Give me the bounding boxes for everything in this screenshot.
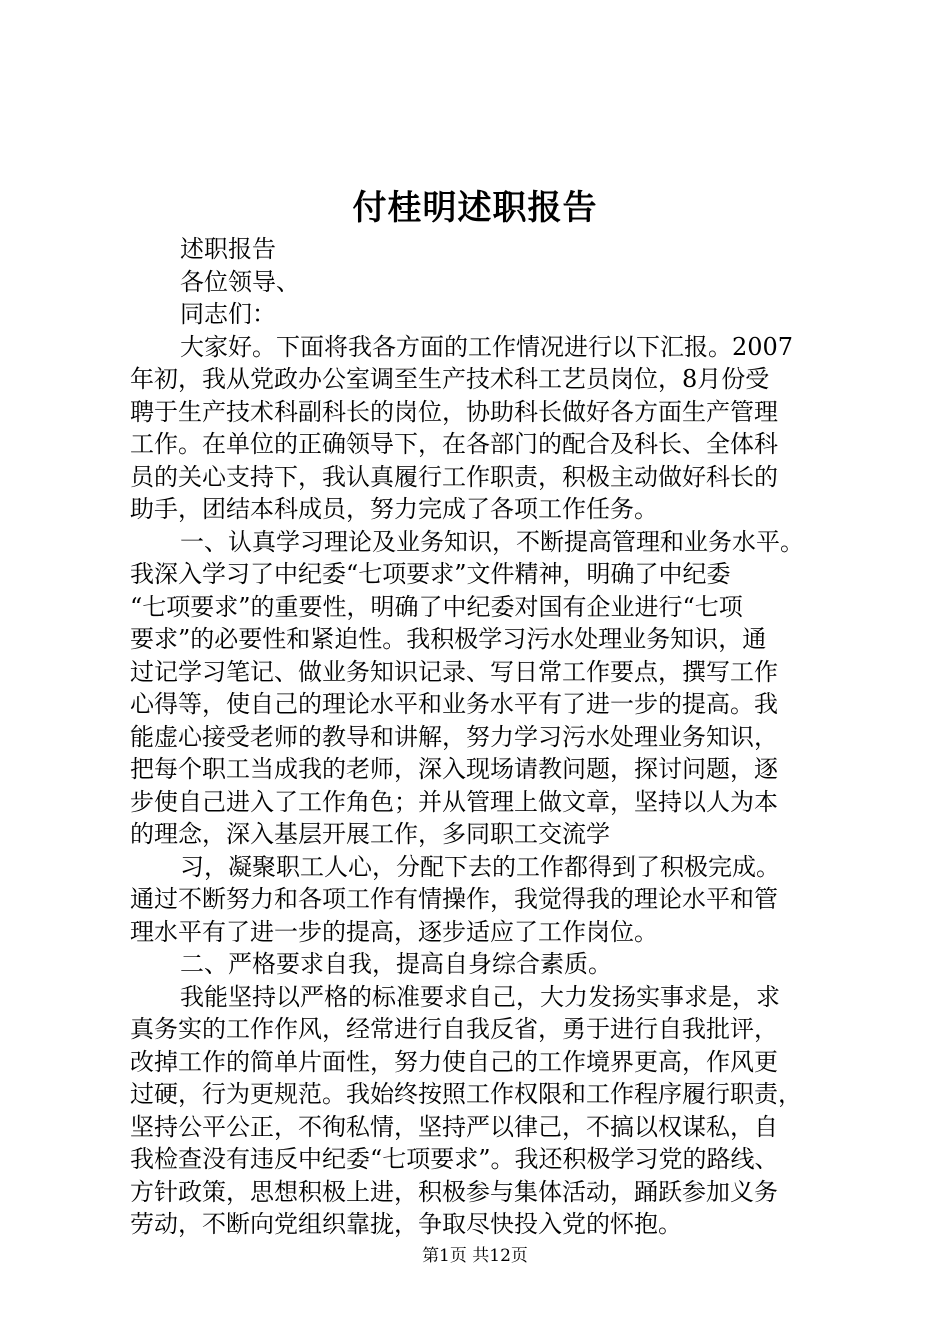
text-line: 的理念，深入基层开展工作，多同职工交流学 xyxy=(130,820,610,848)
text-line: 步使自己进入了工作角色；并从管理上做文章，坚持以人为本 xyxy=(130,787,778,816)
text-line: 过硬，行为更规范。我始终按照工作权限和工作程序履行职责， xyxy=(130,1080,802,1108)
text-line: 通过不断努力和各项工作有情操作，我觉得我的理论水平和管 xyxy=(130,885,778,913)
text-line: 大家好。下面将我各方面的工作情况进行以下汇报。2007 xyxy=(180,332,794,361)
text-line: 能虚心接受老师的教导和讲解，努力学习污水处理业务知识， xyxy=(130,722,778,751)
text-line: 述职报告 xyxy=(180,235,276,263)
page-number: 第1页 共12页 xyxy=(422,1246,528,1266)
text-line: 劳动，不断向党组织靠拢，争取尽快投入党的怀抱。 xyxy=(130,1210,682,1238)
text-line: 理水平有了进一步的提高，逐步适应了工作岗位。 xyxy=(130,917,658,946)
text-line: 一、认真学习理论及业务知识，不断提高管理和业务水平。 xyxy=(180,527,804,556)
text-line: 工作。在单位的正确领导下，在各部门的配合及科长、全体科 xyxy=(130,430,778,458)
text-line: 我能坚持以严格的标准要求自己，大力发扬实事求是，求 xyxy=(180,982,780,1011)
text-line: 助手，团结本科成员，努力完成了各项工作任务。 xyxy=(130,495,658,523)
document-body xyxy=(130,233,830,1241)
text-line: 过记学习笔记、做业务知识记录、写日常工作要点，撰写工作 xyxy=(130,657,778,686)
text-line: “七项要求”的重要性，明确了中纪委对国有企业进行“七项 xyxy=(130,592,743,621)
document-title: 付桂明述职报告 xyxy=(352,188,598,228)
text-line: 要求”的必要性和紧迫性。我积极学习污水处理业务知识，通 xyxy=(130,625,767,653)
text-line: 二、严格要求自我，提高自身综合素质。 xyxy=(180,950,612,978)
text-line: 员的关心支持下，我认真履行工作职责，积极主动做好科长的 xyxy=(130,462,778,491)
text-line: 习，凝聚职工人心，分配下去的工作都得到了积极完成。 xyxy=(180,852,780,881)
text-line: 真务实的工作作风，经常进行自我反省，勇于进行自我批评， xyxy=(130,1015,778,1043)
text-line: 坚持公平公正，不徇私情，坚持严以律己，不搞以权谋私，自 xyxy=(130,1112,778,1141)
text-line: 各位领导、 xyxy=(180,267,300,296)
text-line: 聘于生产技术科副科长的岗位，协助科长做好各方面生产管理 xyxy=(130,397,778,426)
text-line: 我检查没有违反中纪委“七项要求”。我还积极学习党的路线、 xyxy=(130,1145,779,1173)
text-line: 心得等，使自己的理论水平和业务水平有了进一步的提高。我 xyxy=(130,690,778,718)
text-line: 我深入学习了中纪委“七项要求”文件精神，明确了中纪委 xyxy=(130,560,731,588)
text-line: 改掉工作的简单片面性，努力使自己的工作境界更高，作风更 xyxy=(130,1047,778,1076)
text-line: 年初，我从党政办公室调至生产技术科工艺员岗位，8月份受 xyxy=(130,365,770,393)
text-line: 同志们： xyxy=(180,300,276,328)
text-line: 把每个职工当成我的老师，深入现场请教问题，探讨问题，逐 xyxy=(130,755,778,783)
text-line: 方针政策，思想积极上进，积极参与集体活动，踊跃参加义务 xyxy=(130,1177,778,1206)
